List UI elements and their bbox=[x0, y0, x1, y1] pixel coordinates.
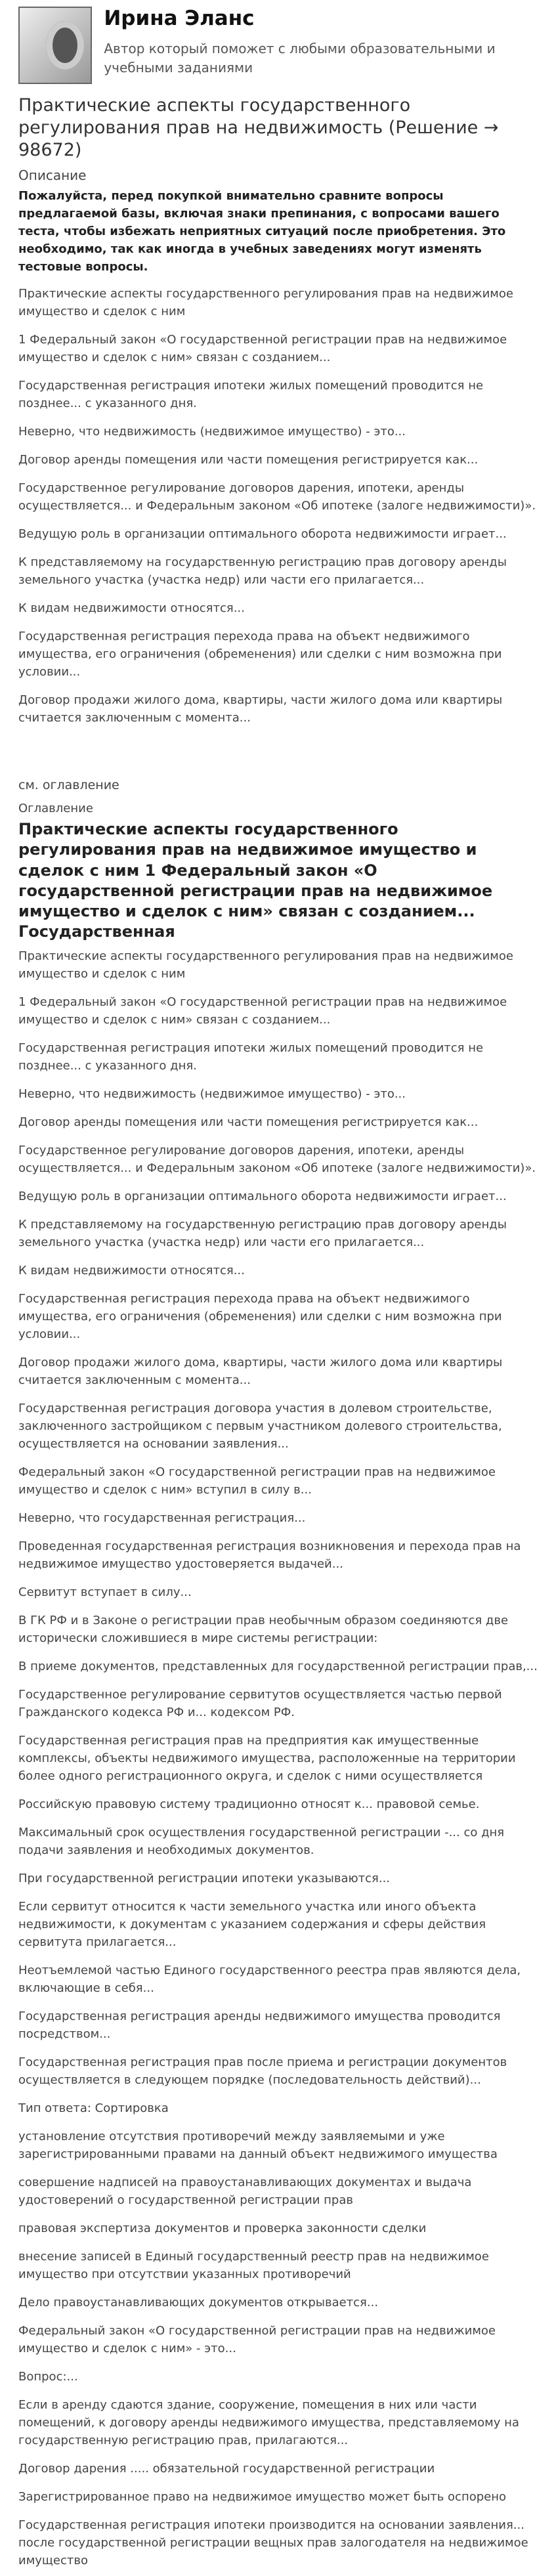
toc-item: Вопрос:... bbox=[18, 2370, 78, 2384]
avatar bbox=[18, 7, 92, 84]
description-item: Договор аренды помещения или части помещения регистрируется как... bbox=[18, 453, 479, 467]
description-item: 1 Федеральный закон «О государственной регистрации прав на недвижимое имущество и сделок с ним» связан с созданием... bbox=[18, 333, 507, 365]
toc-item: Государственная регистрация ипотеки жилых помещений проводится не позднее... с указанного дня. bbox=[18, 1041, 484, 1073]
description-item: Договор продажи жилого дома, квартиры, части жилого дома или квартиры считается заключенным с момента... bbox=[18, 693, 503, 725]
toc-item: 1 Федеральный закон «О государственной регистрации прав на недвижимое имущество и сделок с ним» связан с созданием... bbox=[18, 995, 507, 1027]
toc-item: В ГК РФ и в Законе о регистрации прав необычным образом соединяются две исторически сложившиеся в мире системы регистрации: bbox=[18, 1614, 509, 1646]
toc-item: правовая экспертиза документов и проверка законности сделки bbox=[18, 2222, 427, 2236]
toc-item: К видам недвижимости относятся... bbox=[18, 1264, 245, 1278]
author-card bbox=[18, 7, 538, 84]
toc-item: внесение записей в Единый государственный реестр прав на недвижимое имущество при отсутствии указанных противоречий bbox=[18, 2250, 489, 2282]
toc-item: Если сервитут относится к части земельного участка или иного объекта недвижимости, к документам с указанием содержания и сферы действия сервитута прилагается... bbox=[18, 1900, 486, 1950]
description-item: Государственная регистрация перехода права на объект недвижимого имущества, его ограничения (обременения) или сделки с ним возможна при условии... bbox=[18, 630, 502, 679]
toc-item: Ведущую роль в организации оптимального оборота недвижимости играет... bbox=[18, 1190, 507, 1204]
toc-item: К представляемому на государственную регистрацию прав договору аренды земельного участка (участка недр) или части его прилагается... bbox=[18, 1218, 507, 1250]
toc-item: В приеме документов, представленных для государственной регистрации прав,... bbox=[18, 1660, 538, 1674]
toc-item: Государственная регистрация договора участия в долевом строительстве, заключенного застройщиком с первым участником долевого строительства, осуществляется на основании заявления... bbox=[18, 1402, 502, 1451]
toc-item: Неверно, что государственная регистрация... bbox=[18, 1511, 306, 1526]
toc-item: установление отсутствия противоречий между заявляемыми и уже зарегистрированными правами на данный объект недвижимого имущества bbox=[18, 2130, 498, 2162]
see-table-of-contents-link[interactable]: см. оглавление bbox=[18, 778, 119, 793]
toc-item: Государственная регистрация ипотеки производится на основании заявления... после государственной регистрации вещных прав залогодателя на недвижимое имущество bbox=[18, 2518, 528, 2568]
description-item: К представляемому на государственную регистрацию прав договору аренды земельного участка (участка недр) или части его прилагается... bbox=[18, 555, 507, 588]
toc-item: Государственное регулирование сервитутов осуществляется частью первой Гражданского кодекса РФ и... кодексом РФ. bbox=[18, 1688, 502, 1720]
toc-item: Сервитут вступает в силу... bbox=[18, 1585, 192, 1600]
toc-item: Государственное регулирование договоров дарения, ипотеки, аренды осуществляется... и Федеральным законом «Об ипотеке (залоге недвижимости)». bbox=[18, 1144, 536, 1176]
toc-item: Если в аренду сдаются здание, сооружение, помещения в них или части помещений, к договору аренды недвижимого имущества, представляемому на государственную регистрацию прав, прилагаются... bbox=[18, 2398, 519, 2448]
toc-item: Тип ответа: Сортировка bbox=[18, 2101, 169, 2116]
author-name: Ирина Эланс bbox=[104, 7, 255, 30]
toc-item: Максимальный срок осуществления государственной регистрации -... со дня подачи заявления и необходимых документов. bbox=[18, 1826, 505, 1858]
toc-item: Государственная регистрация перехода права на объект недвижимого имущества, его ограничения (обременения) или сделки с ним возможна при условии... bbox=[18, 1292, 502, 1342]
toc-item: При государственной регистрации ипотеки указываются... bbox=[18, 1872, 391, 1886]
author-subtitle: Автор который поможет с любыми образовательными и учебными заданиями bbox=[104, 41, 496, 75]
description-item: Государственная регистрация ипотеки жилых помещений проводится не позднее... с указанного дня. bbox=[18, 379, 484, 411]
toc-item: Российскую правовую систему традиционно относят к... правовой семье. bbox=[18, 1797, 480, 1812]
toc-item: Практические аспекты государственного регулирования прав на недвижимое имущество и сделок с ним bbox=[18, 949, 513, 981]
description-item: Государственное регулирование договоров дарения, ипотеки, аренды осуществляется... и Федеральным законом «Об ипотеке (залоге недвижимости)». bbox=[18, 481, 536, 513]
toc-item: совершение надписей на правоустанавливающих документах и выдача удостоверений о государственной регистрации прав bbox=[18, 2176, 472, 2208]
toc-item: Проведенная государственная регистрация возникновения и перехода прав на недвижимое имущество удостоверяется выдачей... bbox=[18, 1539, 521, 1572]
table-of-contents-list bbox=[18, 947, 538, 2569]
toc-item: Государственная регистрация аренды недвижимого имущества проводится посредством... bbox=[18, 2009, 501, 2042]
page-title: Практические аспекты государственного регулирования прав на недвижимость (Решение → 98672) bbox=[18, 95, 499, 160]
description-item: К видам недвижимости относятся... bbox=[18, 601, 245, 616]
description-item: Ведущую роль в организации оптимального оборота недвижимости играет... bbox=[18, 527, 507, 542]
purchase-warning: Пожалуйста, перед покупкой внимательно сравните вопросы предлагаемой базы, включая знаки препинания, с вопросами вашего теста, чтобы избежать неприятных ситуаций после приобретения. Это необходимо, так как иногда в учебных заведениях могут изменять тестовые вопросы. bbox=[18, 189, 506, 274]
description-list bbox=[18, 285, 538, 727]
toc-item: Дело правоустанавливающих документов открывается... bbox=[18, 2296, 379, 2310]
toc-item: Неверно, что недвижимость (недвижимое имущество) - это... bbox=[18, 1087, 406, 1102]
table-of-contents-heading: Практические аспекты государственного регулирования прав на недвижимое имущество и сделок с ним 1 Федеральный закон «О государственной регистрации прав на недвижимое имущество и сделок с ним» связан с созданием... Государственная bbox=[18, 820, 493, 941]
toc-item: Федеральный закон «О государственной регистрации прав на недвижимое имущество и сделок с ним» вступил в силу в... bbox=[18, 1465, 496, 1497]
toc-item: Государственная регистрация прав после приема и регистрации документов осуществляется в следующем порядке (последовательность действий)... bbox=[18, 2055, 507, 2088]
description-item: Практические аспекты государственного регулирования прав на недвижимое имущество и сделок с ним bbox=[18, 287, 513, 319]
toc-item: Федеральный закон «О государственной регистрации прав на недвижимое имущество и сделок с ним» - это... bbox=[18, 2324, 496, 2356]
toc-item: Договор продажи жилого дома, квартиры, части жилого дома или квартиры считается заключенным с момента... bbox=[18, 1356, 503, 1388]
toc-item: Договор аренды помещения или части помещения регистрируется как... bbox=[18, 1115, 479, 1130]
author-info bbox=[104, 7, 538, 77]
description-item: Неверно, что недвижимость (недвижимое имущество) - это... bbox=[18, 425, 406, 439]
description-label: Описание bbox=[18, 167, 87, 184]
toc-item: Неотъемлемой частью Единого государственного реестра прав являются дела, включающие в себя... bbox=[18, 1964, 521, 1996]
content bbox=[9, 0, 547, 2576]
table-of-contents-label: Оглавление bbox=[18, 802, 93, 816]
toc-item: Государственная регистрация прав на предприятия как имущественные комплексы, объекты недвижимого имущества, расположенные на территории более одного регистрационного округа, и сделок с ними осуществляется bbox=[18, 1734, 516, 1784]
toc-item: Договор дарения ..... обязательной государственной регистрации bbox=[18, 2462, 435, 2476]
toc-item: Зарегистрированное право на недвижимое имущество может быть оспорено bbox=[18, 2490, 507, 2504]
